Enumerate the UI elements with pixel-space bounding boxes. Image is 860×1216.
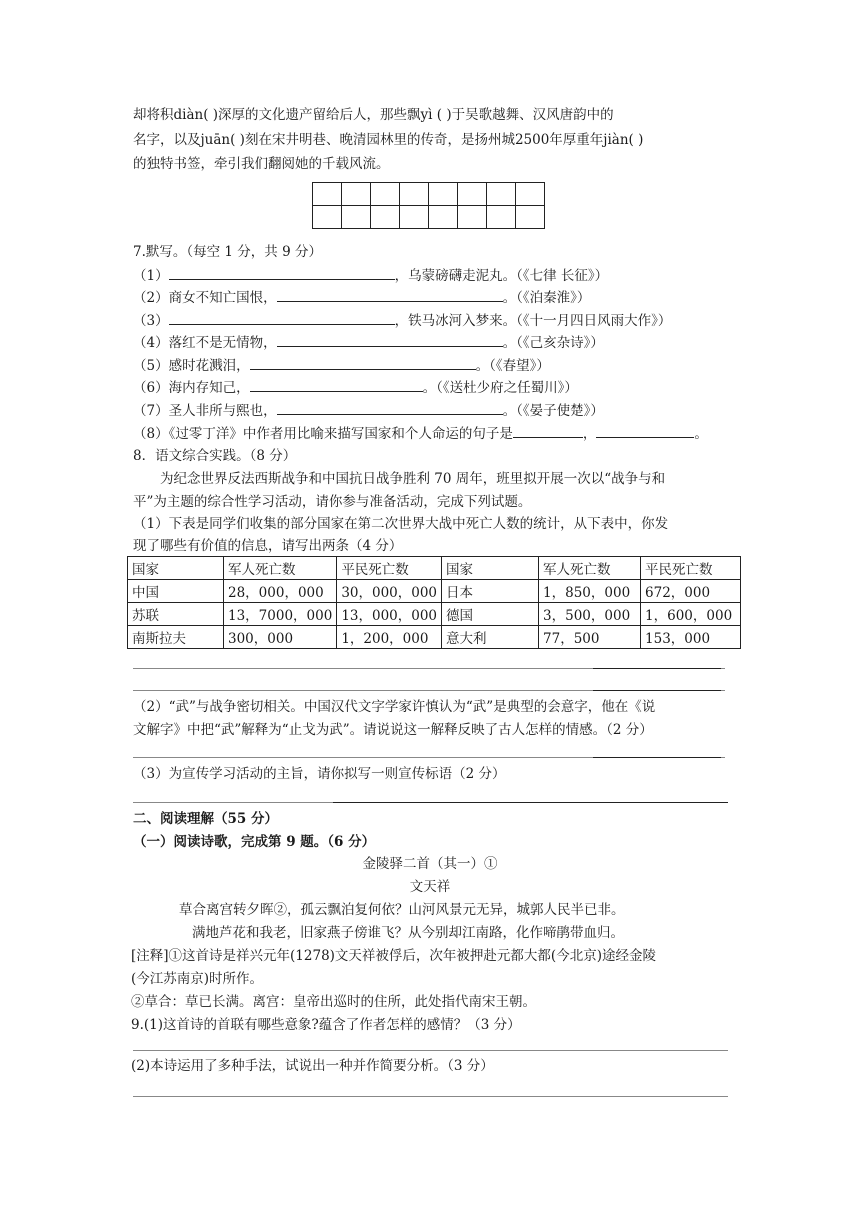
table-cell: 1，200，000 <box>337 626 442 649</box>
table-cell: 1，600，000 <box>641 603 741 626</box>
table-header-cell: 国家 <box>128 557 224 580</box>
q7-item-6: （6）海内存知己， 。（《送杜少府之任蜀川》） <box>133 376 578 399</box>
table-cell: 苏联 <box>128 603 224 626</box>
table-cell: 13，7000，000 <box>224 603 337 626</box>
answer-blank[interactable] <box>513 422 583 438</box>
section-2-part-1: （一）阅读诗歌，完成第 9 题。（6 分） <box>133 834 376 850</box>
table-cell: 28，000，000 <box>224 580 337 603</box>
answer-line-underline <box>333 802 728 803</box>
writing-grid[interactable] <box>312 182 545 229</box>
answer-line-underline <box>593 757 721 758</box>
q8-intro-1: 为纪念世界反法西斯战争和中国抗日战争胜利 70 周年，班里拟开展一次以“战争与和 <box>160 471 666 487</box>
answer-blank[interactable] <box>250 376 423 392</box>
section-2-title: 二、阅读理解（55 分） <box>133 811 278 827</box>
table-row <box>128 603 741 626</box>
poem-line-2: 满地芦花和我老，旧家燕子傍谁飞？从今别却江南路，化作啼鹃带血归。 <box>192 925 624 941</box>
answer-line-underline <box>593 690 721 691</box>
answer-blank[interactable] <box>596 422 694 438</box>
poem-note-1b: (今江苏南京)时所作。 <box>131 971 264 987</box>
table-cell: 南斯拉夫 <box>128 626 224 649</box>
q7-item-2: （2）商女不知亡国恨， 。（《泊秦淮》） <box>133 286 590 309</box>
q7-item-7: （7）圣人非所与熙也， 。（《晏子使楚》） <box>133 399 604 422</box>
table-header-cell: 平民死亡数 <box>641 557 741 580</box>
poem-note-1a: [注释]①这首诗是祥兴元年(1278)文天祥被俘后，次年被押赴元都大都(今北京)途经金陵 <box>131 948 656 964</box>
answer-line-underline <box>593 668 721 669</box>
q7-title: 7.默写。（每空 1 分，共 9 分） <box>133 244 322 260</box>
q7-item-4: （4）落红不是无情物， 。（《己亥杂诗》） <box>133 331 604 354</box>
answer-blank[interactable] <box>169 309 395 325</box>
ww2-deaths-table <box>127 556 741 649</box>
q8-sub2-line2: 文解字》中把“武”解释为“止戈为武”。请说说这一解释反映了古人怎样的情感。（2 分） <box>133 722 653 738</box>
answer-blank[interactable] <box>250 354 476 370</box>
table-row <box>128 626 741 649</box>
table-header-row <box>128 557 741 580</box>
table-row <box>128 580 741 603</box>
intro-line-2: 名字，以及juān( )刻在宋井明巷、晚清园林里的传奇，是扬州城2500年厚重年jiàn( ) <box>133 132 644 148</box>
q7-item-8: （8）《过零丁洋》中作者用比喻来描写国家和个人命运的句子是 ， 。 <box>133 422 708 445</box>
q7-item-1: （1） ，乌蒙磅礴走泥丸。（《七律 长征》） <box>133 264 608 287</box>
table-header-cell: 国家 <box>442 557 539 580</box>
table-header-cell: 平民死亡数 <box>337 557 442 580</box>
answer-blank[interactable] <box>169 264 395 280</box>
poem-title: 金陵驿二首（其一）① <box>362 856 498 872</box>
q9-part-2: (2)本诗运用了多种手法，试说出一种并作简要分析。（3 分） <box>131 1058 494 1074</box>
poem-note-2: ②草合：草已长满。离宫：皇帝出巡时的住所，此处指代南宋王朝。 <box>131 994 536 1010</box>
q7-item-3: （3） ，铁马冰河入梦来。（《十一月四日风雨大作》） <box>133 309 671 332</box>
q8-sub1-line2: 现了哪些有价值的信息，请写出两条（4 分） <box>133 538 403 554</box>
table-cell: 30，000，000 <box>337 580 442 603</box>
table-cell: 672，000 <box>641 580 741 603</box>
table-cell: 153，000 <box>641 626 741 649</box>
poem-line-1: 草合离宫转夕晖②，孤云飘泊复何依？山河风景元无异，城郭人民半已非。 <box>179 902 625 918</box>
answer-line[interactable] <box>133 1096 728 1097</box>
table-cell: 德国 <box>442 603 539 626</box>
table-cell: 300，000 <box>224 626 337 649</box>
table-cell: 意大利 <box>442 626 539 649</box>
q8-sub2-line1: （2）“武”与战争密切相关。中国汉代文字学家许慎认为“武”是典型的会意字，他在《说 <box>133 699 656 715</box>
table-cell: 日本 <box>442 580 539 603</box>
q8-sub3: （3）为宣传学习活动的主旨，请你拟写一则宣传标语（2 分） <box>133 766 506 782</box>
table-cell: 3，500，000 <box>539 603 641 626</box>
q8-intro-2: 平”为主题的综合性学习活动，请你参与准备活动，完成下列试题。 <box>133 494 532 510</box>
poem-author: 文天祥 <box>409 879 451 895</box>
intro-line-1: 却将积diàn( )深厚的文化遗产留给后人，那些飘yì ( )于吴歌越舞、汉风唐韵中的 <box>133 107 614 123</box>
intro-line-3: 的独特书签，牵引我们翻阅她的千载风流。 <box>133 156 390 172</box>
answer-blank[interactable] <box>277 286 503 302</box>
answer-line[interactable] <box>133 1050 728 1051</box>
q8-sub1-line1: （1）下表是同学们收集的部分国家在第二次世界大战中死亡人数的统计，从下表中，你发 <box>133 516 669 532</box>
answer-blank[interactable] <box>277 331 503 347</box>
table-cell: 中国 <box>128 580 224 603</box>
q9-part-1: 9.(1)这首诗的首联有哪些意象?蕴含了作者怎样的感情？（3 分） <box>131 1017 521 1033</box>
table-header-cell: 军人死亡数 <box>539 557 641 580</box>
answer-blank[interactable] <box>277 399 503 415</box>
q7-item-5: （5）感时花溅泪， 。（《春望》） <box>133 354 550 377</box>
table-cell: 1，850，000 <box>539 580 641 603</box>
table-cell: 13，000，000 <box>337 603 442 626</box>
table-header-cell: 军人死亡数 <box>224 557 337 580</box>
table-cell: 77，500 <box>539 626 641 649</box>
q8-title: 8．语文综合实践。（8 分） <box>133 448 297 464</box>
